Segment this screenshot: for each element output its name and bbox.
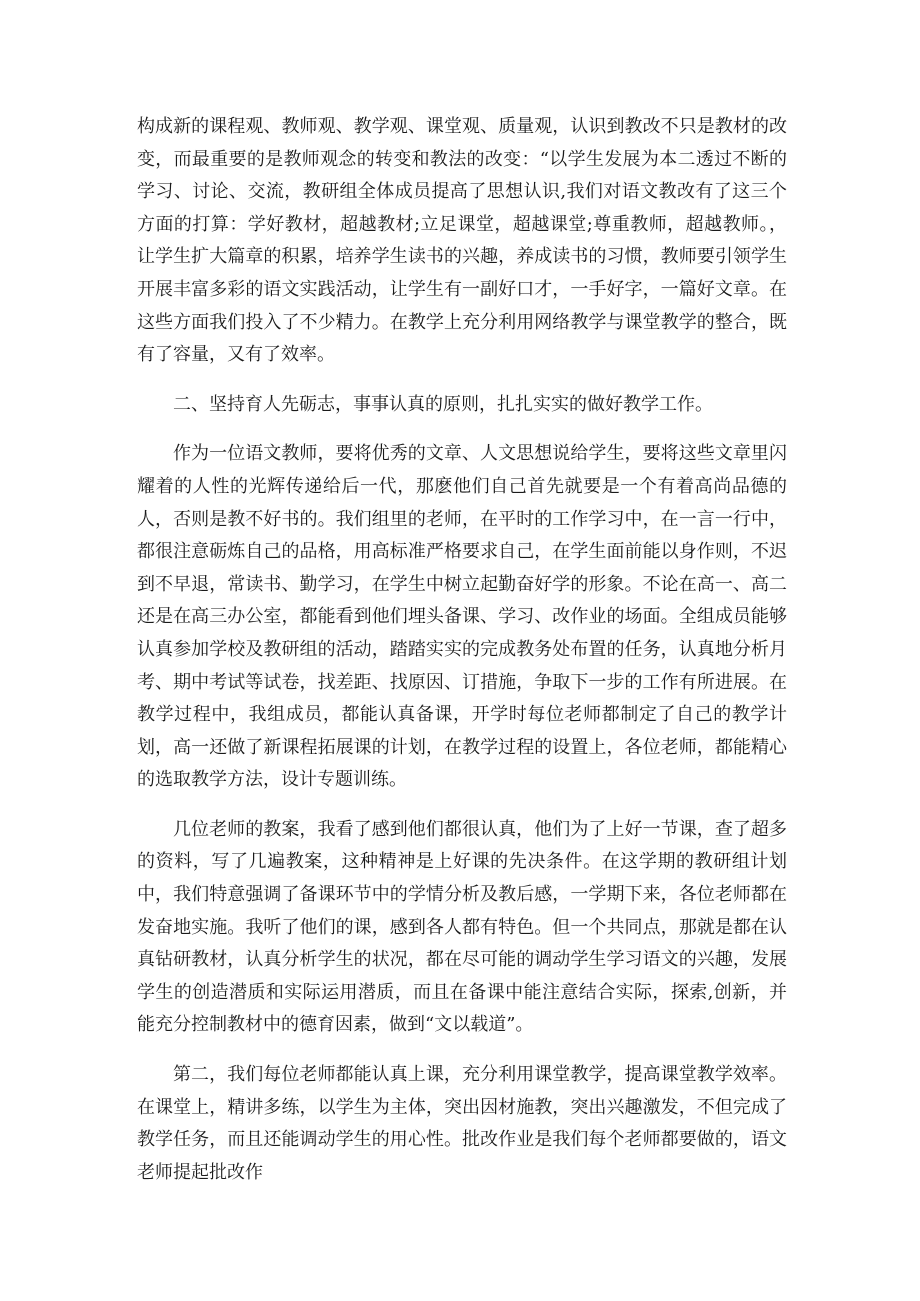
paragraph-gap	[137, 1042, 787, 1059]
paragraph-teacher-character: 作为一位语文教师，要将优秀的文章、人文思想说给学生，要将这些文章里闪耀着的人性的光辉传递给后一代，那麽他们自己首先就要是一个有着高尚品德的人，否则是教不好书的。我们组里的老师，在平时的工作学习中，在一言一行中，都很注意砺炼自己的品格，用高标准严格要求自己，在学生面前能以身作则，不迟到不早退，常读书、勤学习，在学生中树立起勤奋好学的形象。不论在高一、高二还是在高三办公室，都能看到他们埋头备课、学习、改作业的场面。全组成员能够认真参加学校及教研组的活动，踏踏实实的完成教务处布置的任务，认真地分析月考、期中考试等试卷，找差距、找原因、订措施，争取下一步的工作有所进展。在教学过程中，我组成员，都能认真备课，开学时每位老师都制定了自己的教学计划，高一还做了新课程拓展课的计划，在教学过程的设置上，各位老师，都能精心的选取教学方法，设计专题训练。	[137, 443, 787, 791]
section-heading-two: 二、坚持育人先砺志，事事认真的原则，扎扎实实的做好教学工作。	[173, 393, 713, 415]
paragraph-gap	[137, 797, 787, 814]
paragraph-lesson-plans: 几位老师的教案，我看了感到他们都很认真，他们为了上好一节课，查了超多的资料，写了几遍教案，这种精神是上好课的先决条件。在这学期的教研组计划中，我们特意强调了备课环节中的学情分析及教后感，一学期下来，各位老师都在发奋地实施。我听了他们的课，感到各人都有特色。但一个共同点，那就是都在认真钻研教材，认真分析学生的状况，都在尽可能的调动学生学习语文的兴趣，发展学生的创造潜质和实际运用潜质，而且在备课中能注意结合实际，探索,创新，并能充分控制教材中的德育因素，做到“文以载道”。	[137, 818, 787, 1036]
paragraph-gap	[137, 372, 787, 389]
document-body	[137, 111, 787, 1189]
paragraph-classroom-teaching: 第二，我们每位老师都能认真上课，充分利用课堂教学，提高课堂教学效率。在课堂上，精讲多练，以学生为主体，突出因材施教，突出兴趣激发，不但完成了教学任务，而且还能调动学生的用心性。批改作业是我们每个老师都要做的，语文老师提起批改作	[137, 1064, 787, 1183]
paragraph-gap	[137, 421, 787, 438]
paragraph-curriculum-reform: 构成新的课程观、教师观、教学观、课堂观、质量观，认识到教改不只是教材的改变，而最重要的是教师观念的转变和教法的改变：“以学生发展为本二透过不断的学习、讨论、交流，教研组全体成员提高了思想认识,我们对语文教改有了这三个方面的打算：学好教材，超越教材;立足课堂，超越课堂;尊重教师，超越教师。，让学生扩大篇章的积累，培养学生读书的兴趣，养成读书的习惯，教师要引领学生开展丰富多彩的语文实践活动，让学生有一副好口才，一手好字，一篇好文章。在这些方面我们投入了不少精力。在教学上充分利用网络教学与课堂教学的整合，既有了容量，又有了效率。	[137, 116, 787, 366]
